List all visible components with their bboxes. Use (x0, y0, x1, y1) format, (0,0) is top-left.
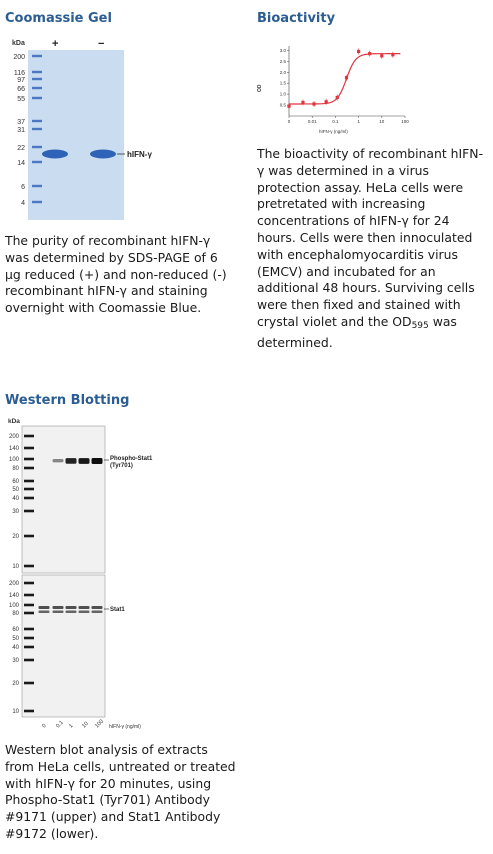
wb-ladder-band (24, 710, 34, 713)
gel-ladder-band (32, 146, 42, 148)
wb-marker-label: 40 (12, 645, 19, 652)
gel-marker-label: 116 (13, 70, 25, 77)
wb-marker-label: 50 (12, 487, 19, 494)
gel-ladder-band (32, 78, 42, 80)
wb-marker-label: 10 (12, 709, 19, 716)
gel-band-nonreduced (90, 150, 116, 159)
wb-lane-label: 1 (68, 723, 75, 730)
wb-upper-band-label2: (Tyr701) (110, 463, 133, 469)
wb-marker-label: 20 (12, 534, 19, 541)
wb-lower-band (53, 606, 64, 609)
wb-ladder-band (24, 659, 34, 662)
bioactivity-caption (257, 146, 487, 352)
wb-lower-band (79, 606, 90, 609)
wb-lower-band-secondary (39, 611, 50, 614)
wb-ladder-band (24, 646, 34, 649)
wb-ladder-band (24, 458, 34, 461)
wb-ladder-band (24, 447, 34, 450)
gel-band-label: hIFN-γ (127, 150, 152, 159)
wb-ladder-band (24, 435, 34, 438)
bio-xlabel: hIFN-γ (ng/ml) (319, 129, 348, 134)
wb-ladder-band (24, 604, 34, 607)
wb-ladder-band (24, 637, 34, 640)
wb-marker-label: 200 (8, 434, 19, 441)
gel-marker-label: 6 (21, 184, 25, 191)
gel-ladder-band (32, 128, 42, 130)
gel-marker-label: 66 (17, 86, 25, 93)
gel-background (28, 50, 124, 220)
western-caption: Western blot analysis of extracts from HeLa cells, untreated or treated with hIFN-γ for 20 minutes, using Phospho-Stat1 (Tyr701) Antibody #9171 (upper) and Stat1 Antibody #9172 (lower). (5, 742, 236, 841)
wb-lower-band-secondary (79, 611, 90, 614)
coomassie-heading: Coomassie Gel (5, 11, 112, 26)
wb-upper-panel (22, 426, 105, 573)
wb-marker-label: 10 (12, 564, 19, 571)
bioactivity-caption-sub: 595 (411, 320, 429, 331)
wb-ladder-band (24, 480, 34, 483)
gel-ladder-band (32, 97, 42, 99)
wb-marker-label: 80 (12, 466, 19, 473)
wb-marker-label: 100 (8, 457, 19, 464)
wb-ladder-band (24, 612, 34, 615)
gel-marker-label: 31 (17, 127, 25, 134)
wb-ladder-band (24, 582, 34, 585)
wb-marker-label: 40 (12, 496, 19, 503)
bio-ylabel: OD (257, 84, 263, 92)
wb-upper-band-label: Phospho-Stat1 (110, 456, 153, 462)
wb-upper-band (66, 458, 77, 464)
wb-upper-band (53, 459, 64, 462)
gel-ladder-band (32, 161, 42, 163)
wb-marker-label: 50 (12, 636, 19, 643)
gel-kda-label: kDa (12, 40, 25, 47)
wb-upper-band (92, 458, 103, 464)
wb-ladder-band (24, 594, 34, 597)
gel-marker-label: 14 (17, 160, 25, 167)
bio-y-tick-label: 1.0 (279, 91, 286, 97)
wb-lane-label: 100 (94, 718, 105, 730)
wb-marker-label: 140 (8, 446, 19, 453)
bio-y-tick-label: 1.5 (279, 80, 286, 86)
gel-marker-label: 55 (17, 96, 25, 103)
wb-marker-label: 60 (12, 479, 19, 486)
wb-lower-panel (22, 575, 105, 717)
wb-lane-label: 10 (81, 720, 90, 730)
wb-ladder-band (24, 535, 34, 538)
bio-data-point (380, 54, 383, 57)
wb-marker-label: 100 (8, 603, 19, 610)
bio-x-tick-label: 10 (379, 119, 385, 124)
gel-marker-label: 97 (17, 77, 25, 84)
wb-marker-label: 80 (12, 611, 19, 618)
bioactivity-caption-main: The bioactivity of recombinant hIFN-γ was determined in a virus protection assay. HeLa cells were pretretated with increasing concentrations of hIFN-γ for 24 hours. Cells were then innoculated with encephalomyocarditis virus (EMCV) and incubated for an additional 48 hours. Surviving cells were then fixed and stained with crystal violet and the OD (257, 146, 484, 329)
wb-lane-label: 0.1 (55, 719, 65, 730)
wb-marker-label: 200 (8, 581, 19, 588)
gel-ladder-band (32, 201, 42, 203)
wb-marker-label: 60 (12, 627, 19, 634)
wb-marker-label: 140 (8, 593, 19, 600)
wb-lane-label: 0 (41, 723, 48, 730)
gel-lane-minus-label: − (98, 38, 105, 50)
bioactivity-chart (255, 38, 415, 138)
bioactivity-caption-end: was determined. (257, 313, 457, 350)
wb-lower-band-secondary (92, 611, 103, 614)
gel-lane-plus-label: + (52, 38, 59, 50)
western-blot-image (0, 414, 240, 736)
bioactivity-heading: Bioactivity (257, 11, 336, 26)
wb-marker-label: 20 (12, 681, 19, 688)
wb-lower-band-label: Stat1 (110, 607, 125, 613)
gel-ladder-band (32, 87, 42, 89)
gel-ladder-band (32, 120, 42, 122)
wb-ladder-band (24, 682, 34, 685)
bio-x-tick-label: 1 (357, 119, 360, 124)
wb-lower-band (39, 606, 50, 609)
wb-lane-axis-label: hIFN-γ (ng/ml) (109, 724, 141, 730)
bio-y-tick-label: 2.0 (279, 69, 286, 75)
bio-data-point (287, 105, 290, 108)
gel-band-reduced (42, 150, 68, 159)
wb-ladder-band (24, 510, 34, 513)
bio-x-tick-label: 100 (401, 119, 409, 124)
wb-kda-label: kDa (8, 418, 20, 425)
gel-marker-label: 22 (17, 145, 25, 152)
wb-marker-label: 30 (12, 509, 19, 516)
bio-y-tick-label: 0.5 (279, 102, 286, 108)
wb-lower-band (92, 606, 103, 609)
bioactivity-fit-curve (289, 54, 400, 104)
wb-lower-band-secondary (66, 611, 77, 614)
wb-ladder-band (24, 565, 34, 568)
gel-marker-label: 4 (21, 200, 25, 207)
wb-lower-band (66, 606, 77, 609)
coomassie-gel-image (0, 36, 240, 222)
wb-marker-label: 30 (12, 658, 19, 665)
gel-marker-label: 37 (17, 119, 25, 126)
western-heading: Western Blotting (5, 393, 130, 408)
bio-x-tick-label: 0.01 (307, 119, 317, 124)
bio-data-point (357, 50, 360, 53)
bio-y-tick-label: 3.0 (279, 47, 286, 53)
gel-marker-label: 200 (13, 54, 25, 61)
coomassie-caption: The purity of recombinant hIFN-γ was determined by SDS-PAGE of 6 μg reduced (+) and non-reduced (-) recombinant hIFN-γ and staining overnight with Coomassie Blue. (5, 233, 227, 316)
wb-upper-band (79, 458, 90, 464)
gel-ladder-band (32, 185, 42, 187)
wb-ladder-band (24, 628, 34, 631)
wb-lower-band-secondary (53, 611, 64, 614)
gel-ladder-band (32, 55, 42, 57)
bio-y-tick-label: 2.5 (279, 58, 286, 64)
bio-x-tick-label: 0.1 (332, 119, 339, 124)
wb-ladder-band (24, 467, 34, 470)
bio-x-tick-label: 0 (287, 119, 291, 124)
wb-ladder-band (24, 497, 34, 500)
wb-ladder-band (24, 488, 34, 491)
gel-ladder-band (32, 71, 42, 73)
